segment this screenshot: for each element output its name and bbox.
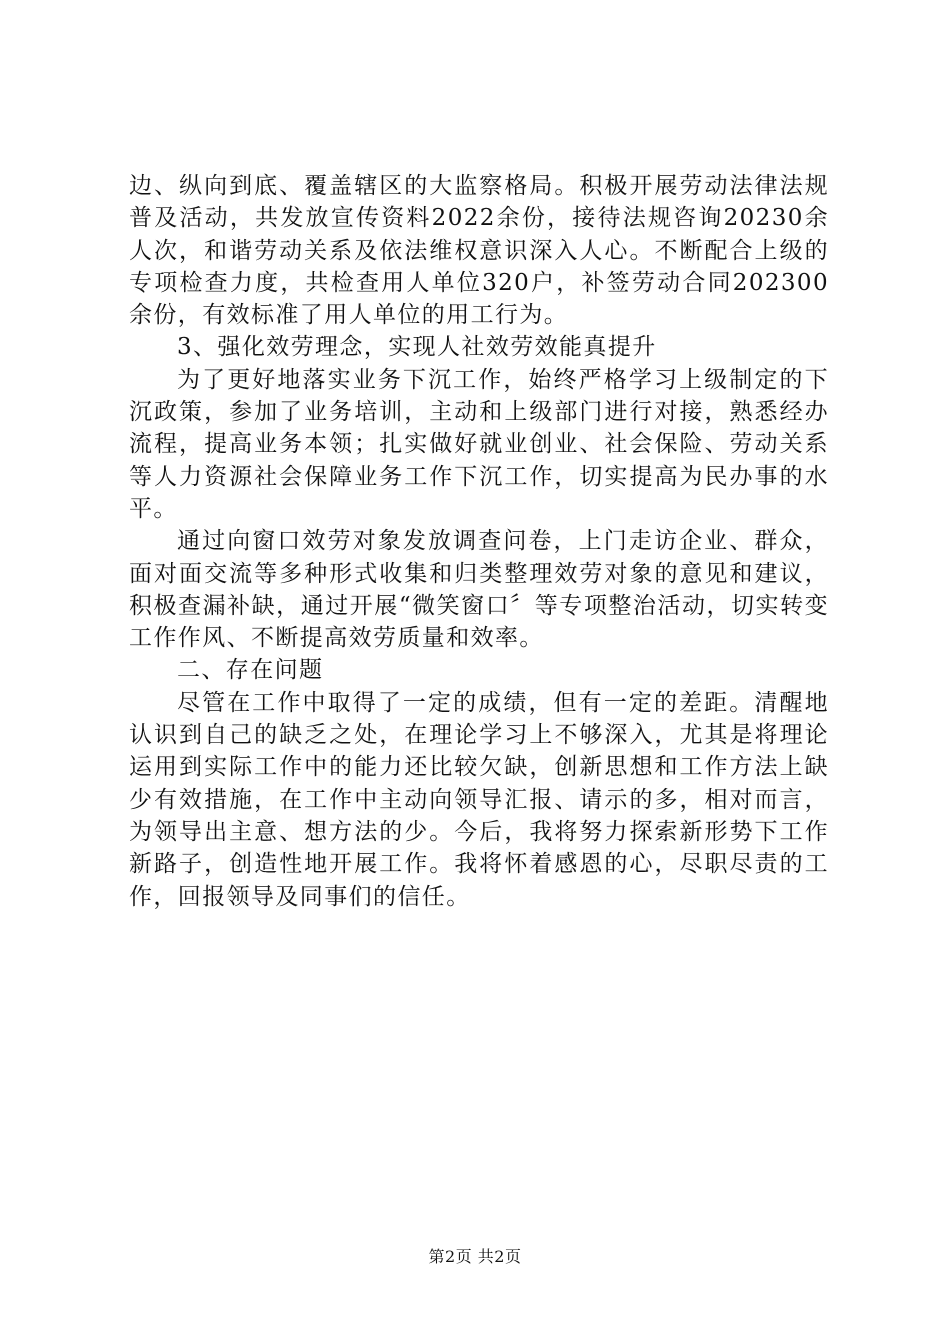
- paragraph-problems: 尽管在工作中取得了一定的成绩，但有一定的差距。清醒地认识到自己的缺乏之处，在理论学习上不够深入，尤其是将理论运用到实际工作中的能力还比较欠缺，创新思想和工作方法上缺少有效措施，在工作中主动向领导汇报、请示的多，相对而言，为领导出主意、想方法的少。今后，我将努力探索新形势下工作新路子，创造性地开展工作。我将怀着感恩的心，尽职尽责的工作，回报领导及同事们的信任。: [129, 689, 829, 910]
- paragraph-business-sinking: 为了更好地落实业务下沉工作，始终严格学习上级制定的下沉政策，参加了业务培训，主动和上级部门进行对接，熟悉经办流程，提高业务本领；扎实做好就业创业、社会保险、劳动关系等人力资源社会保障业务工作下沉工作，切实提高为民办事的水平。: [129, 366, 829, 522]
- section-heading-service: 3、强化效劳理念，实现人社效劳效能真提升: [177, 334, 657, 361]
- paragraph-questionnaire: 通过向窗口效劳对象发放调查问卷，上门走访企业、群众，面对面交流等多种形式收集和归类整理效劳对象的意见和建议，积极查漏补缺，通过开展“微笑窗口〞等专项整治活动，切实转变工作作风、不断提高效劳质量和效率。: [129, 528, 829, 652]
- section-heading-problems: 二、存在问题: [177, 657, 324, 684]
- paragraph-continuation: 边、纵向到底、覆盖辖区的大监察格局。积极开展劳动法律法规普及活动，共发放宣传资料2022余份，接待法规咨询20230余人次，和谐劳动关系及依法维权意识深入人心。不断配合上级的专项检查力度，共检查用人单位320户，补签劳动合同202300余份，有效标准了用人单位的用工行为。: [129, 173, 829, 329]
- page-number-footer: 第2页 共2页: [428, 1247, 522, 1266]
- document-body: [129, 170, 829, 913]
